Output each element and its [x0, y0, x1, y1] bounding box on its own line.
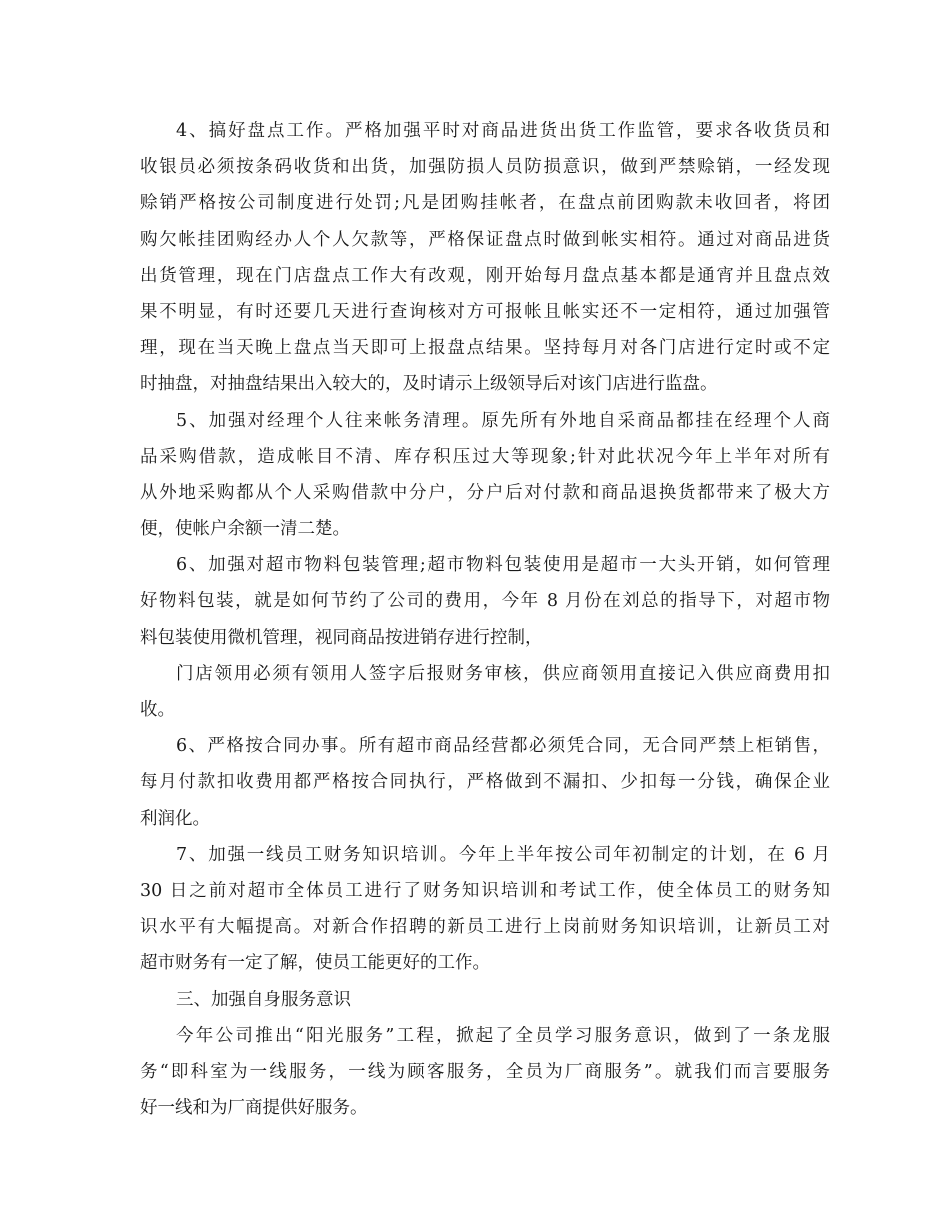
document-body: [140, 113, 830, 1126]
text-line: 时抽盘，对抽盘结果出入较大的，及时请示上级领导后对该门店进行监盘。: [140, 374, 718, 395]
text-line: 利润化。: [140, 808, 210, 829]
text-line: 品采购借款，造成帐目不清、库存积压过大等现象;针对此状况今年上半年对所有: [140, 446, 830, 467]
text-line: 识水平有大幅提高。对新合作招聘的新员工进行上岗前财务知识培训，让新员工对: [140, 917, 830, 938]
text-line: 从外地采购都从个人采购借款中分户，分户后对付款和商品退换货都带来了极大方: [140, 482, 830, 503]
text-line: 超市财务有一定了解，使员工能更好的工作。: [140, 953, 490, 974]
text-line: 赊销严格按公司制度进行处罚;凡是团购挂帐者，在盘点前团购款未收回者，将团: [140, 193, 830, 214]
text-line: 今年公司推出“阳光服务”工程，掀起了全员学习服务意识，做到了一条龙服: [176, 1025, 830, 1046]
text-line: 收。: [140, 700, 175, 720]
text-line: 收银员必须按条码收货和出货，加强防损人员防损意识，做到严禁赊销，一经发现: [140, 157, 830, 178]
text-line: 5、加强对经理个人往来帐务清理。原先所有外地自采商品都挂在经理个人商: [176, 410, 830, 431]
text-line: 好一线和为厂商提供好服务。: [140, 1098, 368, 1119]
text-line: 30 日之前对超市全体员工进行了财务知识培训和考试工作，使全体员工的财务知: [140, 880, 830, 901]
text-line: 理，现在当天晚上盘点当天即可上报盘点结果。坚持每月对各门店进行定时或不定: [140, 338, 830, 359]
text-line: 三、加强自身服务意识: [176, 989, 351, 1010]
text-line: 6、加强对超市物料包装管理;超市物料包装使用是超市一大头开销，如何管理: [176, 555, 830, 576]
text-line: 购欠帐挂团购经办人个人欠款等，严格保证盘点时做到帐实相符。通过对商品进货: [140, 229, 830, 250]
text-line: 7、加强一线员工财务知识培训。今年上半年按公司年初制定的计划，在 6 月: [176, 844, 830, 865]
text-line: 6、严格按合同办事。所有超市商品经营都必须凭合同，无合同严禁上柜销售，: [176, 736, 830, 757]
text-line: 果不明显，有时还要几天进行查询核对方可报帐且帐实还不一定相符，通过加强管: [140, 301, 830, 322]
text-line: 便，使帐户余额一清二楚。: [140, 519, 350, 540]
text-line: 出货管理，现在门店盘点工作大有改观，刚开始每月盘点基本都是通宵并且盘点效: [140, 265, 830, 286]
text-line: 务“即科室为一线服务，一线为顾客服务，全员为厂商服务”。就我们而言要服务: [140, 1061, 830, 1082]
text-line: 每月付款扣收费用都严格按合同执行，严格做到不漏扣、少扣每一分钱，确保企业: [140, 772, 830, 793]
text-line: 料包装使用微机管理，视同商品按进销存进行控制，: [140, 627, 543, 648]
text-line: 4、搞好盘点工作。严格加强平时对商品进货出货工作监管，要求各收货员和: [176, 121, 830, 141]
text-line: 门店领用必须有领用人签字后报财务审核，供应商领用直接记入供应商费用扣: [176, 663, 830, 684]
text-line: 好物料包装，就是如何节约了公司的费用，今年 8 月份在刘总的指导下，对超市物: [140, 591, 830, 612]
